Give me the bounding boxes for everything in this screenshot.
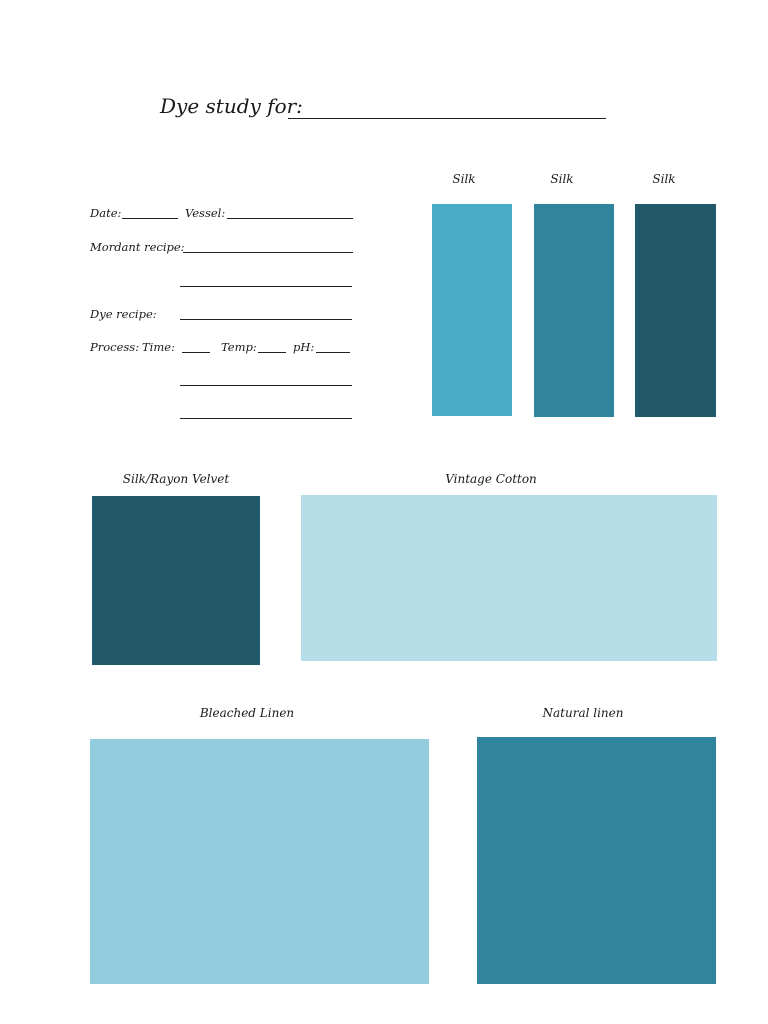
date-blank-line[interactable] — [122, 218, 178, 219]
vintage-cotton-swatch — [301, 495, 717, 661]
dye-recipe-label: Dye recipe: — [90, 307, 157, 321]
temp-blank-line[interactable] — [258, 352, 286, 353]
ph-blank-line[interactable] — [316, 352, 350, 353]
mordant-blank-line-2[interactable] — [180, 286, 352, 287]
silk-2-label: Silk — [550, 172, 574, 186]
natural-linen-label: Natural linen — [542, 706, 624, 720]
bleached-linen-swatch — [90, 739, 429, 984]
velvet-swatch — [92, 496, 260, 665]
vessel-label: Vessel: — [185, 206, 226, 220]
vessel-blank-line[interactable] — [227, 218, 353, 219]
silk-1-label: Silk — [452, 172, 476, 186]
process-blank-line-1[interactable] — [180, 385, 352, 386]
bleached-linen-label: Bleached Linen — [199, 706, 295, 720]
title-blank-line[interactable] — [288, 118, 606, 119]
natural-linen-swatch — [477, 737, 716, 984]
temp-label: Temp: — [221, 340, 257, 354]
vintage-cotton-label: Vintage Cotton — [445, 472, 537, 486]
time-label: Time: — [142, 340, 175, 354]
process-label: Process: — [90, 340, 140, 354]
mordant-blank-line-1[interactable] — [183, 252, 353, 253]
ph-label: pH: — [293, 340, 315, 354]
time-blank-line[interactable] — [182, 352, 210, 353]
date-label: Date: — [90, 206, 122, 220]
process-blank-line-2[interactable] — [180, 418, 352, 419]
page-title: Dye study for: — [160, 94, 303, 118]
silk-3-swatch — [635, 204, 716, 417]
velvet-label: Silk/Rayon Velvet — [122, 472, 230, 486]
dye-recipe-blank-line[interactable] — [180, 319, 352, 320]
silk-2-swatch — [534, 204, 614, 417]
silk-1-swatch — [432, 204, 512, 416]
silk-3-label: Silk — [652, 172, 676, 186]
mordant-recipe-label: Mordant recipe: — [90, 240, 185, 254]
